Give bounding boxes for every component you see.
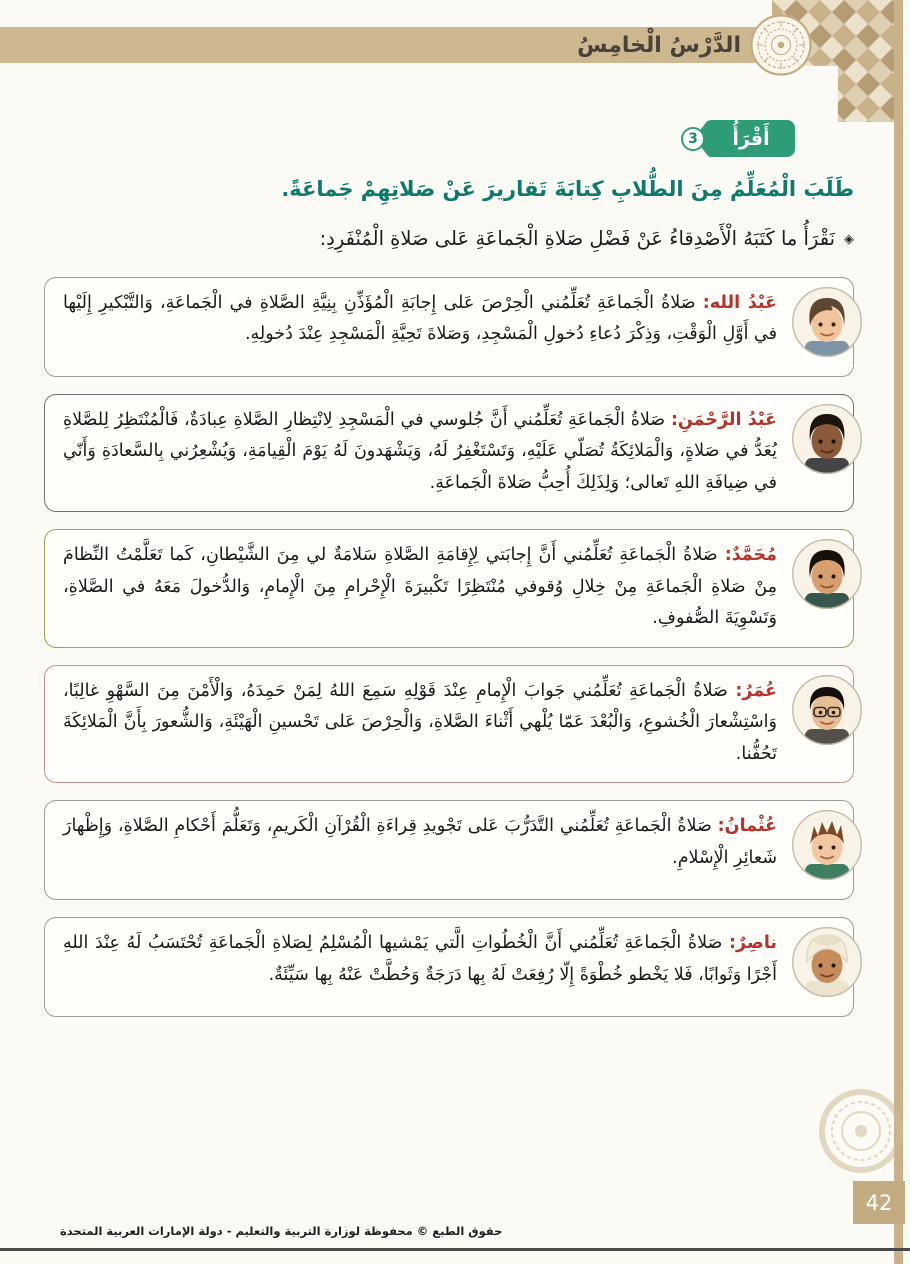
avatar-boy-dark-skin-icon (791, 403, 863, 475)
diamond-bullet-icon: ◈ (844, 231, 854, 247)
page-bottom-edge (0, 1248, 910, 1251)
bubble-text: صَلاةُ الْجَماعَةِ تُعَلِّمُني أَنَّ الْخُطُواتِ الَّتي يَمْشيها الْمُسْلِمُ لِصَلاةِ الْجَماعَةِ تُحْتَسَبُ لَهُ عِنْدَ اللهِ أَجْرًا وَثَوابًا، فَلا يَخْطو خُطْوَةً إِلّا رُفِعَتْ لَهُ بِها دَرَجَةٌ وَحُطَّتْ عَنْهُ بِها سَيِّئَةٌ. (63, 933, 777, 985)
lesson-header-bar (0, 27, 757, 63)
speech-bubble (44, 800, 854, 900)
avatar-boy-brown-hair-icon (791, 286, 863, 358)
bubble-text: صَلاةُ الْجَماعَةِ تُعَلِّمُني أَنَّ جُلوسي في الْمَسْجِدِ لِانْتِظارِ الصَّلاةِ عِبادَةٌ، فَالْمُنْتَظِرُ لِلصَّلاةِ يُعَدُّ في صَلاةٍ، وَالْمَلائِكَةُ تُصَلّي عَلَيْهِ، وَتَسْتَغْفِرُ لَهُ، وَيَشْهَدونَ لَهُ يَوْمَ الْقِيامَةِ، وَيُشْعِرُني بِالسَّعادَةِ وَأَنّي في ضِيافَةِ اللهِ تَعالى؛ وَلِذَلِكَ أُحِبُّ صَلاةَ الْجَماعَةِ. (63, 409, 777, 493)
read-activity-badge (688, 120, 795, 157)
speech-bubble (44, 665, 854, 784)
speaker-name: عَبْدُ الله: (702, 292, 777, 313)
page-edge-strip (894, 0, 903, 1264)
avatar-boy-glasses-icon (791, 674, 863, 746)
reading-prompt-text: نَقْرَأُ ما كَتَبَهُ الْأَصْدِقاءُ عَنْ فَضْلِ صَلاةِ الْجَماعَةِ عَلى صَلاةِ الْمُنْفَرِدِ: (319, 226, 835, 250)
ornament-medallion-icon (750, 14, 812, 76)
speech-bubble (44, 394, 854, 513)
badge-number: 3 (681, 127, 705, 151)
speaker-name: عُمَرُ: (735, 680, 777, 701)
speech-bubble (44, 917, 854, 1017)
speaker-name: عَبْدُ الرَّحْمَنِ: (670, 409, 777, 430)
bubble-text: صَلاةُ الْجَماعَةِ تُعَلِّمُني الْحِرْصَ عَلى إِجابَةِ الْمُؤَذِّنِ بِنِيَّةِ الصَّلاةِ في الْجَماعَةِ، وَالتَّبْكيرِ إِلَيْها في أَوَّلِ الْوَقْتِ، وَذِكْرَ دُعاءِ دُخولِ الْمَسْجِدِ، وَصَلاةَ تَحِيَّةِ الْمَسْجِدِ عِنْدَ دُخولِهِ. (63, 292, 777, 345)
avatar-boy-white-turban-icon (791, 926, 863, 998)
speaker-name: عُثْمانُ: (717, 816, 777, 837)
reading-prompt (44, 224, 854, 253)
speech-bubble (44, 529, 854, 648)
bubble-text: صَلاةُ الْجَماعَةِ تُعَلِّمُني جَوابَ الْإِمامِ عِنْدَ قَوْلِهِ سَمِعَ اللهُ لِمَنْ حَمِدَهُ، وَالْأَمْنَ مِنَ السَّهْوِ غالِبًا، وَاسْتِشْعارَ الْخُشوعِ، وَالْبُعْدَ عَمّا يُلْهي أَثْناءَ الصَّلاةِ، وَالْحِرْصَ عَلى تَحْسينِ الْهَيْئَةِ، وَالشُّعورَ بِأَنَّ الْمَلائِكَةَ تَحُفُّنا. (63, 680, 777, 764)
bubble-text: صَلاةُ الْجَماعَةِ تُعَلِّمُني التَّدَرُّبَ عَلى تَجْويدِ قِراءَةِ الْقُرْآنِ الْكَريمِ، وَتَعَلُّمَ أَحْكامِ الصَّلاةِ، وَإِظْهارَ شَعائِرِ الْإِسْلامِ. (63, 816, 777, 868)
copyright-footer: حقوق الطبع © محفوظة لوزارة التربية والتعليم - دولة الإمارات العربية المتحدة (60, 1224, 503, 1238)
bubble-text: صَلاةُ الْجَماعَةِ تُعَلِّمُني أَنَّ إِجابَتي لِإِقامَةِ الصَّلاةِ سَلامَةٌ لي مِنَ الشَّيْطانِ، كَما تَعَلَّمْتُ النِّظامَ مِنْ صَلاةِ الْجَماعَةِ مِنْ خِلالِ وُقوفي مُنْتَظِرًا تَكْبيرَةَ الْإِحْرامِ مِنَ الْإِمامِ، وَالدُّخولَ مَعَهُ في الصَّلاةِ، وَتَسْوِيَةَ الصُّفوفِ. (63, 545, 777, 629)
speech-bubble (44, 277, 854, 377)
avatar-boy-spiky-hair-icon (791, 809, 863, 881)
main-content (44, 174, 854, 1034)
avatar-boy-black-hair-icon (791, 538, 863, 610)
page-number-badge: 42 (853, 1181, 905, 1224)
activity-instruction: طَلَبَ الْمُعَلِّمُ مِنَ الطُّلابِ كِتابَةَ تَقاريرَ عَنْ صَلاتِهِمْ جَماعَةً. (281, 177, 854, 201)
ornament-watermark-icon (818, 1088, 904, 1178)
speaker-name: مُحَمَّدٌ: (724, 545, 777, 566)
speaker-name: ناصِرٌ: (729, 933, 777, 954)
badge-label: أَقْرَأُ (732, 127, 770, 150)
lesson-title: الدَّرْسُ الْخامِسُ (577, 32, 741, 58)
